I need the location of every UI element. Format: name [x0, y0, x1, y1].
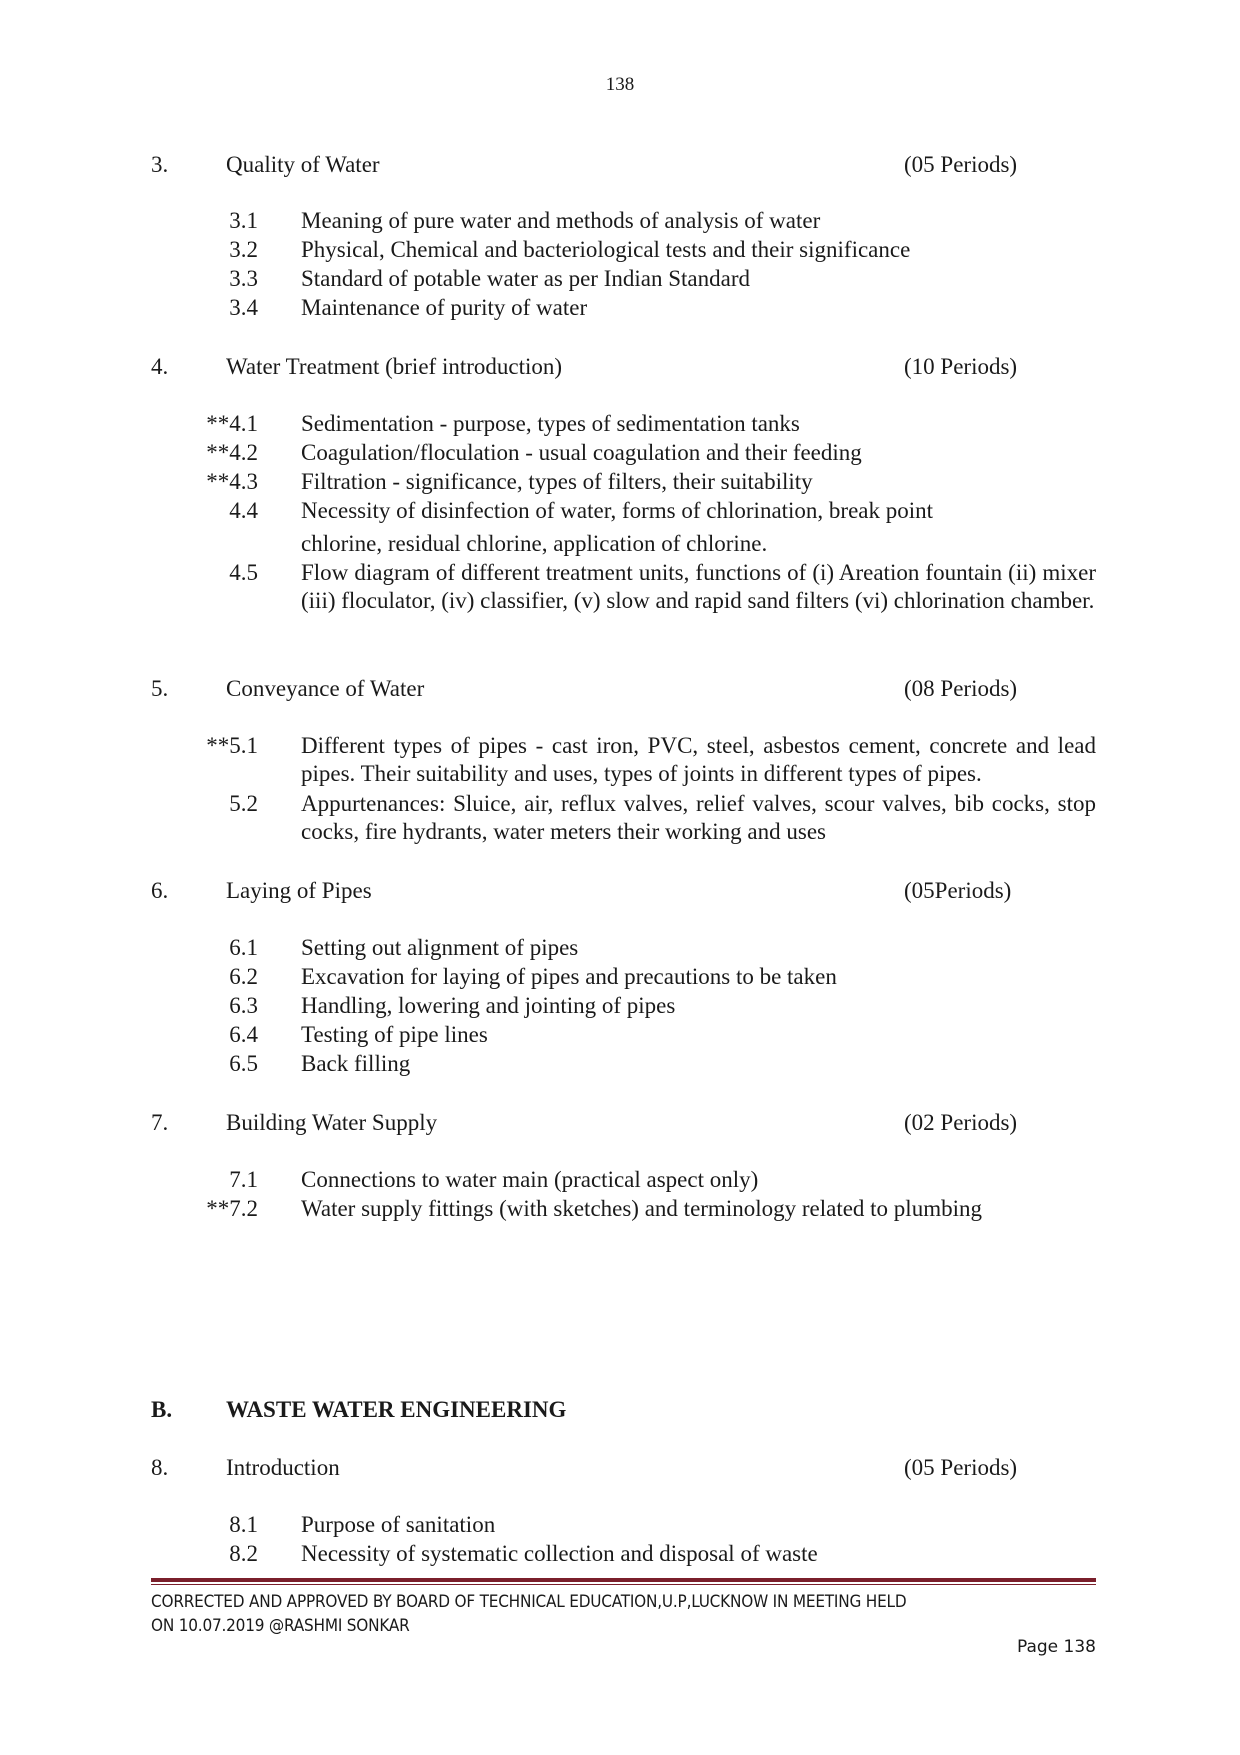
item-text: Sedimentation - purpose, types of sedimentation tanks — [301, 411, 800, 436]
item-text: Necessity of disinfection of water, forms of chlorination, break point — [301, 498, 934, 523]
section-periods: (05 Periods) — [904, 152, 1018, 177]
item-text: Connections to water main (practical aspect only) — [301, 1167, 759, 1192]
item-text: Necessity of systematic collection and disposal of waste — [301, 1541, 818, 1566]
item-text: Water supply fittings (with sketches) and terminology related to plumbing — [301, 1196, 982, 1221]
item-text: Handling, lowering and jointing of pipes — [301, 993, 676, 1018]
page-number: 138 — [605, 74, 635, 95]
item-text: Setting out alignment of pipes — [301, 935, 579, 960]
item-text: Meaning of pure water and methods of analysis of water — [301, 208, 821, 233]
section-periods: (08 Periods) — [904, 676, 1018, 701]
section-number: 7. — [151, 1110, 169, 1135]
item-number: 3.4 — [229, 295, 258, 320]
item-number: **4.3 — [206, 469, 258, 494]
footer-line-2: ON 10.07.2019 @RASHMI SONKAR — [151, 1616, 410, 1636]
footer-note — [151, 1590, 1096, 1638]
item-number: 6.2 — [229, 964, 258, 989]
item-number: 6.5 — [229, 1051, 258, 1076]
item-text: Back filling — [301, 1051, 411, 1076]
item-number: 8.2 — [229, 1541, 258, 1566]
section-title: Building Water Supply — [226, 1110, 438, 1135]
item-text: Maintenance of purity of water — [301, 295, 588, 320]
item-text: Coagulation/floculation - usual coagulation and their feeding — [301, 440, 862, 465]
item-text: Excavation for laying of pipes and precautions to be taken — [301, 964, 837, 989]
item-text: Different types of pipes - cast iron, PVC, steel, asbestos cement, concrete and lead pipes. Their suitability and uses, types of joints in different types of pipes. — [301, 733, 1096, 786]
item-number: 4.4 — [229, 498, 258, 523]
item-text: Testing of pipe lines — [301, 1022, 488, 1047]
section-title: Introduction — [226, 1455, 340, 1480]
section-title: Water Treatment (brief introduction) — [226, 354, 563, 379]
item-text: Purpose of sanitation — [301, 1512, 496, 1537]
item-text: chlorine, residual chlorine, application of chlorine. — [301, 531, 768, 556]
item-number: 6.3 — [229, 993, 258, 1018]
item-text: Physical, Chemical and bacteriological tests and their significance — [301, 237, 911, 262]
section-number: 4. — [151, 354, 169, 379]
item-number: 8.1 — [229, 1512, 258, 1537]
item-number: 3.1 — [229, 208, 258, 233]
part-letter: B. — [151, 1397, 173, 1422]
item-number: 4.5 — [229, 560, 258, 585]
item-number: 3.3 — [229, 266, 258, 291]
item-number: **4.1 — [206, 411, 258, 436]
section-number: 3. — [151, 152, 169, 177]
item-text: Filtration - significance, types of filters, their suitability — [301, 469, 813, 494]
section-title: Laying of Pipes — [226, 878, 372, 903]
item-number: **7.2 — [206, 1196, 258, 1221]
item-number: 5.2 — [229, 791, 258, 816]
item-text: Flow diagram of different treatment units, functions of (i) Areation fountain (ii) mixer (iii) floculator, (iv) classifier, (v) slow and rapid sand filters (vi) chlorination chamber. — [301, 560, 1096, 613]
section-periods: (02 Periods) — [904, 1110, 1018, 1135]
footer-divider — [151, 1578, 1096, 1582]
item-text: Standard of potable water as per Indian Standard — [301, 266, 750, 291]
item-number: 6.4 — [229, 1022, 258, 1047]
section-number: 5. — [151, 676, 169, 701]
item-number: 6.1 — [229, 935, 258, 960]
item-number: 7.1 — [229, 1167, 258, 1192]
section-number: 8. — [151, 1455, 169, 1480]
section-number: 6. — [151, 878, 169, 903]
section-periods: (05Periods) — [904, 878, 1012, 903]
footer-line-1: CORRECTED AND APPROVED BY BOARD OF TECHNICAL EDUCATION,U.P,LUCKNOW IN MEETING HELD — [151, 1592, 907, 1612]
section-periods: (10 Periods) — [904, 354, 1018, 379]
section-periods: (05 Periods) — [904, 1455, 1018, 1480]
item-text: Appurtenances: Sluice, air, reflux valves, relief valves, scour valves, bib cocks, stop cocks, fire hydrants, water meters their working and uses — [301, 791, 1096, 844]
part-title: WASTE WATER ENGINEERING — [226, 1397, 567, 1422]
item-number: 3.2 — [229, 237, 258, 262]
item-number: **4.2 — [206, 440, 258, 465]
item-number: **5.1 — [206, 733, 258, 758]
section-title: Conveyance of Water — [226, 676, 425, 701]
section-title: Quality of Water — [226, 152, 380, 177]
footer-page-number: Page 138 — [1016, 1637, 1096, 1657]
footer-divider-thin — [151, 1584, 1096, 1585]
